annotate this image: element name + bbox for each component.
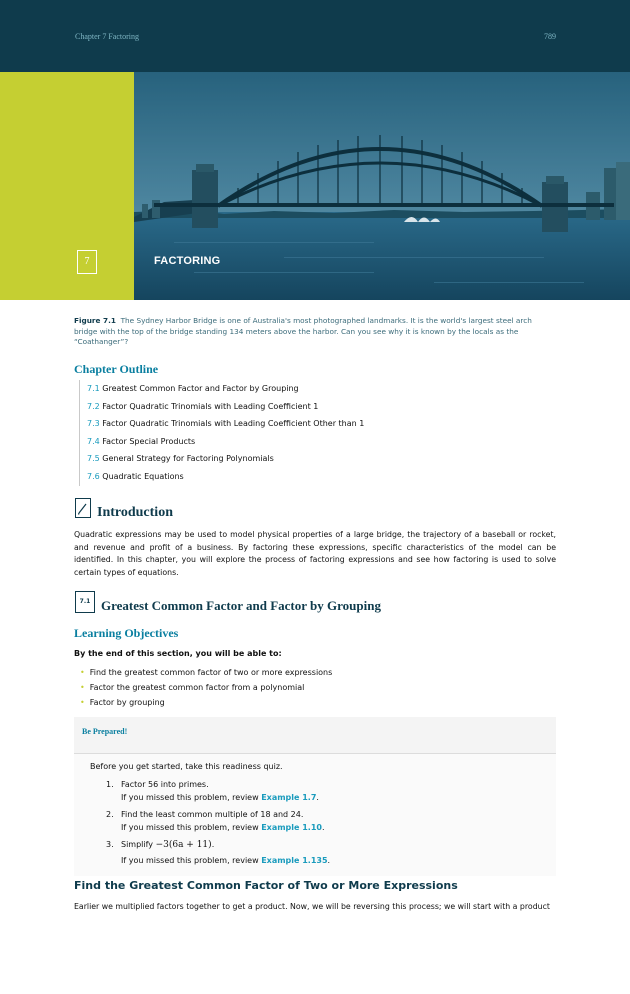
objective-item: • Factor the greatest common factor from a polynomial <box>80 680 332 695</box>
introduction-icon <box>75 498 91 518</box>
example-link[interactable]: Example 1.10 <box>261 822 322 832</box>
math-end: . <box>211 840 215 849</box>
review-end: . <box>327 855 331 865</box>
review-text: If you missed this problem, review <box>121 792 262 802</box>
pencil-icon <box>76 499 90 517</box>
chapter-outline-heading: Chapter Outline <box>74 362 159 376</box>
introduction-heading: Introduction <box>97 505 173 520</box>
chapter-title: FACTORING <box>154 255 221 267</box>
be-prepared-intro: Before you get started, take this readiness quiz. <box>90 762 283 771</box>
quiz-item <box>106 779 319 804</box>
quiz-item-review <box>106 822 325 835</box>
quiz-item-number: 2. <box>106 810 114 819</box>
chapter-accent-block <box>0 72 134 300</box>
example-link[interactable]: Example 1.135 <box>261 855 328 865</box>
quiz-item-number: 3. <box>106 840 114 849</box>
page-header <box>0 0 630 72</box>
review-text: If you missed this problem, review <box>121 855 262 865</box>
chapter-outline-list <box>79 380 364 486</box>
outline-item-number[interactable]: 7.2 <box>87 401 100 411</box>
subsection-paragraph: Earlier we multiplied factors together to get a product. Now, we will be reversing this process; we will start with a product <box>74 902 550 911</box>
review-end: . <box>321 822 325 832</box>
outline-item-title[interactable]: Factor Special Products <box>102 436 196 446</box>
outline-item[interactable] <box>87 380 364 398</box>
outline-item-number[interactable]: 7.1 <box>87 384 100 393</box>
section-number-badge: 7.1 <box>75 591 95 613</box>
objective-item: • Find the greatest common factor of two or more expressions <box>80 665 332 680</box>
outline-item[interactable] <box>87 415 364 433</box>
figure-caption <box>74 316 556 348</box>
subsection-heading: Find the Greatest Common Factor of Two or More Expressions <box>74 879 458 892</box>
be-prepared-heading: Be Prepared! <box>82 727 128 736</box>
chapter-number-badge: 7 <box>77 250 97 274</box>
outline-item-title[interactable]: General Strategy for Factoring Polynomials <box>102 454 274 464</box>
outline-item-number[interactable]: 7.5 <box>87 454 100 464</box>
outline-item-title[interactable]: Factor Quadratic Trinomials with Leading Coefficient Other than 1 <box>102 419 365 429</box>
figure-label: Figure 7.1 <box>74 316 116 325</box>
objective-item: • Factor by grouping <box>80 695 332 710</box>
outline-item[interactable] <box>87 433 364 451</box>
outline-item-title[interactable]: Greatest Common Factor and Factor by Grouping <box>102 384 299 393</box>
running-title: Chapter 7 Factoring <box>75 32 139 41</box>
outline-item-number[interactable]: 7.3 <box>87 419 100 429</box>
quiz-item-text: Factor 56 into primes. <box>121 780 209 789</box>
quiz-item <box>106 839 330 867</box>
outline-item[interactable] <box>87 398 364 416</box>
math-expression: −3(6a + 11) <box>155 840 212 850</box>
quiz-item <box>106 809 325 834</box>
outline-item-title[interactable]: Factor Quadratic Trinomials with Leading Coefficient 1 <box>102 401 319 411</box>
quiz-item-review <box>106 792 319 805</box>
objectives-list <box>80 665 332 710</box>
figure-caption-text: The Sydney Harbor Bridge is one of Australia's most photographed landmarks. It is the world's largest steel arch bridge with the top of the bridge standing 134 meters above the harbor. Can you see why it is known by the locals as the “Coathanger”? <box>74 316 532 346</box>
introduction-paragraph: Quadratic expressions may be used to model physical properties of a large bridge, the trajectory of a baseball or rocket, and revenue and profit of a business. By factoring these expressions, specific characteristics of the model can be identified. In this chapter, you will explore the process of factoring expressions and see how factoring is used to solve certain types of equations. <box>74 530 556 577</box>
outline-item[interactable] <box>87 468 364 486</box>
review-end: . <box>316 792 319 802</box>
quiz-item-text: Simplify <box>121 840 156 849</box>
quiz-item-number: 1. <box>106 780 114 789</box>
outline-item-title[interactable]: Quadratic Equations <box>102 471 184 481</box>
page-number: 789 <box>544 32 556 41</box>
review-text: If you missed this problem, review <box>121 822 262 832</box>
be-prepared-header <box>74 717 556 754</box>
section-heading: Greatest Common Factor and Factor by Grouping <box>101 598 381 613</box>
objectives-intro: By the end of this section, you will be able to: <box>74 649 282 658</box>
outline-item-number[interactable]: 7.4 <box>87 436 100 446</box>
outline-item[interactable] <box>87 450 364 468</box>
quiz-item-review <box>106 855 330 868</box>
outline-item-number[interactable]: 7.6 <box>87 471 100 481</box>
learning-objectives-heading: Learning Objectives <box>74 626 179 640</box>
quiz-item-text: Find the least common multiple of 18 and 24. <box>121 810 304 819</box>
example-link[interactable]: Example 1.7 <box>261 792 317 802</box>
